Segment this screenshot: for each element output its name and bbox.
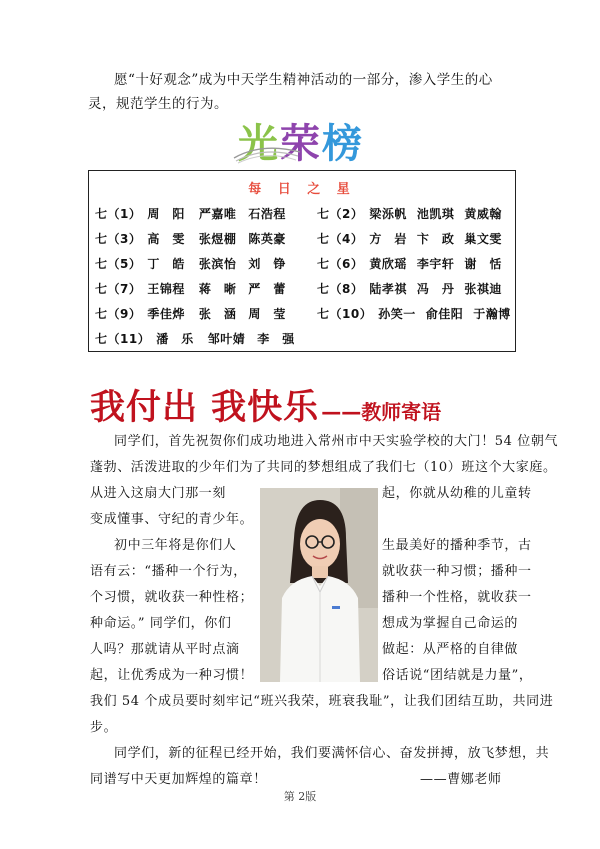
student-name: 梁泺帆 (369, 207, 407, 221)
body-line: 俗话说“团结就是力量”， (382, 668, 533, 683)
star-row-left-3 (95, 255, 286, 272)
star-row-left-2 (95, 230, 286, 247)
body-line: 个习惯，就收获一种性格； (90, 590, 254, 605)
student-name: 张滨怡 (198, 257, 237, 271)
student-name: 巢文雯 (464, 232, 502, 246)
headline-sub: ——教师寄语 (321, 400, 442, 424)
teacher-signature: ——曹娜老师 (420, 772, 502, 787)
student-name: 黄威翰 (464, 207, 502, 221)
body-line: 播种一个性格，就收获一 (382, 590, 532, 605)
student-name: 冯 丹 (416, 282, 455, 296)
star-row-left-5 (95, 305, 286, 322)
student-name: 严 蕾 (248, 282, 286, 296)
star-row-right-5 (317, 305, 511, 322)
body-line: 同学们，新的征程已经开始，我们要满怀信心、奋发拼搏，放飞梦想，共 (114, 746, 550, 761)
student-name: 李宇轩 (416, 257, 455, 271)
body-line: 我们 54 个成员要时刻牢记“班兴我荣，班衰我耻”，让我们团结互助，共同进 (90, 694, 554, 709)
star-row-right-2 (317, 230, 502, 247)
student-name: 潘 乐 (156, 332, 194, 346)
student-name: 王锦程 (147, 282, 185, 296)
student-name: 张 涵 (198, 307, 237, 321)
star-row-right-4 (317, 280, 502, 297)
star-row-right-3 (317, 255, 502, 272)
student-name: 黄欣瑶 (369, 257, 407, 271)
student-name: 石浩程 (248, 207, 286, 221)
student-name: 周 莹 (248, 307, 286, 321)
student-name: 陆孝祺 (369, 282, 407, 296)
student-name: 卞 政 (416, 232, 455, 246)
class-label: 七（1） (95, 207, 142, 221)
body-line: 同学们，首先祝贺你们成功地进入常州市中天实验学校的大门！54 位朝气 (114, 434, 559, 449)
daily-star-box (88, 170, 516, 352)
honor-title-char-1: 光 (238, 121, 280, 167)
star-row-left-6 (95, 330, 295, 347)
student-name: 孙笑一 (378, 307, 416, 321)
student-name: 陈英豪 (248, 232, 286, 246)
daily-star-title: 每 日 之 星 (248, 182, 356, 197)
body-line: 起，你就从幼稚的儿童转 (382, 486, 532, 501)
teacher-portrait (260, 488, 378, 682)
student-name: 谢 恬 (464, 257, 502, 271)
student-name: 俞佳阳 (425, 307, 464, 321)
student-name: 邹叶婧 (207, 332, 246, 346)
honor-title-char-2: 荣 (280, 121, 322, 167)
body-line: 种命运。” 同学们，你们 (90, 616, 232, 631)
body-line: 蓬勃、活泼进取的少年们为了共同的梦想组成了我们七（10）班这个大家庭。 (90, 460, 557, 475)
student-name: 方 岩 (369, 232, 407, 246)
class-label: 七（5） (95, 257, 142, 271)
body-line: 从进入这扇大门那一刻 (90, 486, 227, 501)
student-name: 池凯琪 (416, 207, 455, 221)
star-row-left-1 (95, 205, 286, 222)
body-line: 变成懂事、守纪的青少年。 (90, 512, 254, 527)
star-row-left-4 (95, 280, 286, 297)
teacher-photo (260, 488, 378, 682)
class-label: 七（8） (317, 282, 364, 296)
student-name: 于瀚博 (473, 307, 511, 321)
page-footer: 第 2版 (283, 790, 317, 803)
body-line: 步。 (90, 720, 118, 735)
student-name: 刘 铮 (248, 257, 286, 271)
body-line: 人吗？那就请从平时点滴 (90, 642, 240, 657)
honor-title-char-3: 榜 (322, 121, 364, 167)
class-label: 七（6） (317, 257, 364, 271)
class-label: 七（9） (95, 307, 142, 321)
intro-paragraph: 愿“十好观念”成为中天学生精神活动的一部分，渗入学生的心灵，规范学生的行为。 (88, 72, 493, 112)
body-line: 初中三年将是你们人 (114, 538, 237, 553)
class-label: 七（2） (317, 207, 364, 221)
body-line: 同谱写中天更加辉煌的篇章！ (90, 772, 267, 787)
star-row-right-1 (317, 205, 502, 222)
teacher-message-headline (90, 380, 441, 430)
body-line: 就收获一种习惯；播种一 (382, 564, 532, 579)
headline-main: 我付出 我快乐 (90, 387, 320, 428)
body-line: 语有云：“播种一个行为， (90, 564, 247, 579)
student-name: 蒋 晰 (198, 282, 237, 296)
student-name: 丁 皓 (147, 257, 185, 271)
student-name: 严嘉唯 (198, 207, 237, 221)
body-line: 生最美好的播种季节，古 (382, 538, 532, 553)
swoosh-decoration (232, 138, 302, 164)
class-label: 七（4） (317, 232, 364, 246)
class-label: 七（10） (317, 307, 373, 321)
student-name: 张祺迪 (464, 282, 502, 296)
body-line: 起，让优秀成为一种习惯！ (90, 668, 254, 683)
class-label: 七（7） (95, 282, 142, 296)
body-line: 想成为掌握自己命运的 (382, 616, 519, 631)
class-label: 七（3） (95, 232, 142, 246)
student-name: 李 强 (257, 332, 295, 346)
student-name: 周 阳 (147, 207, 185, 221)
class-label: 七（11） (95, 332, 151, 346)
body-line: 做起：从严格的自律做 (382, 642, 519, 657)
student-name: 高 雯 (147, 232, 185, 246)
student-name: 张煜棚 (198, 232, 237, 246)
student-name: 季佳烨 (147, 307, 185, 321)
